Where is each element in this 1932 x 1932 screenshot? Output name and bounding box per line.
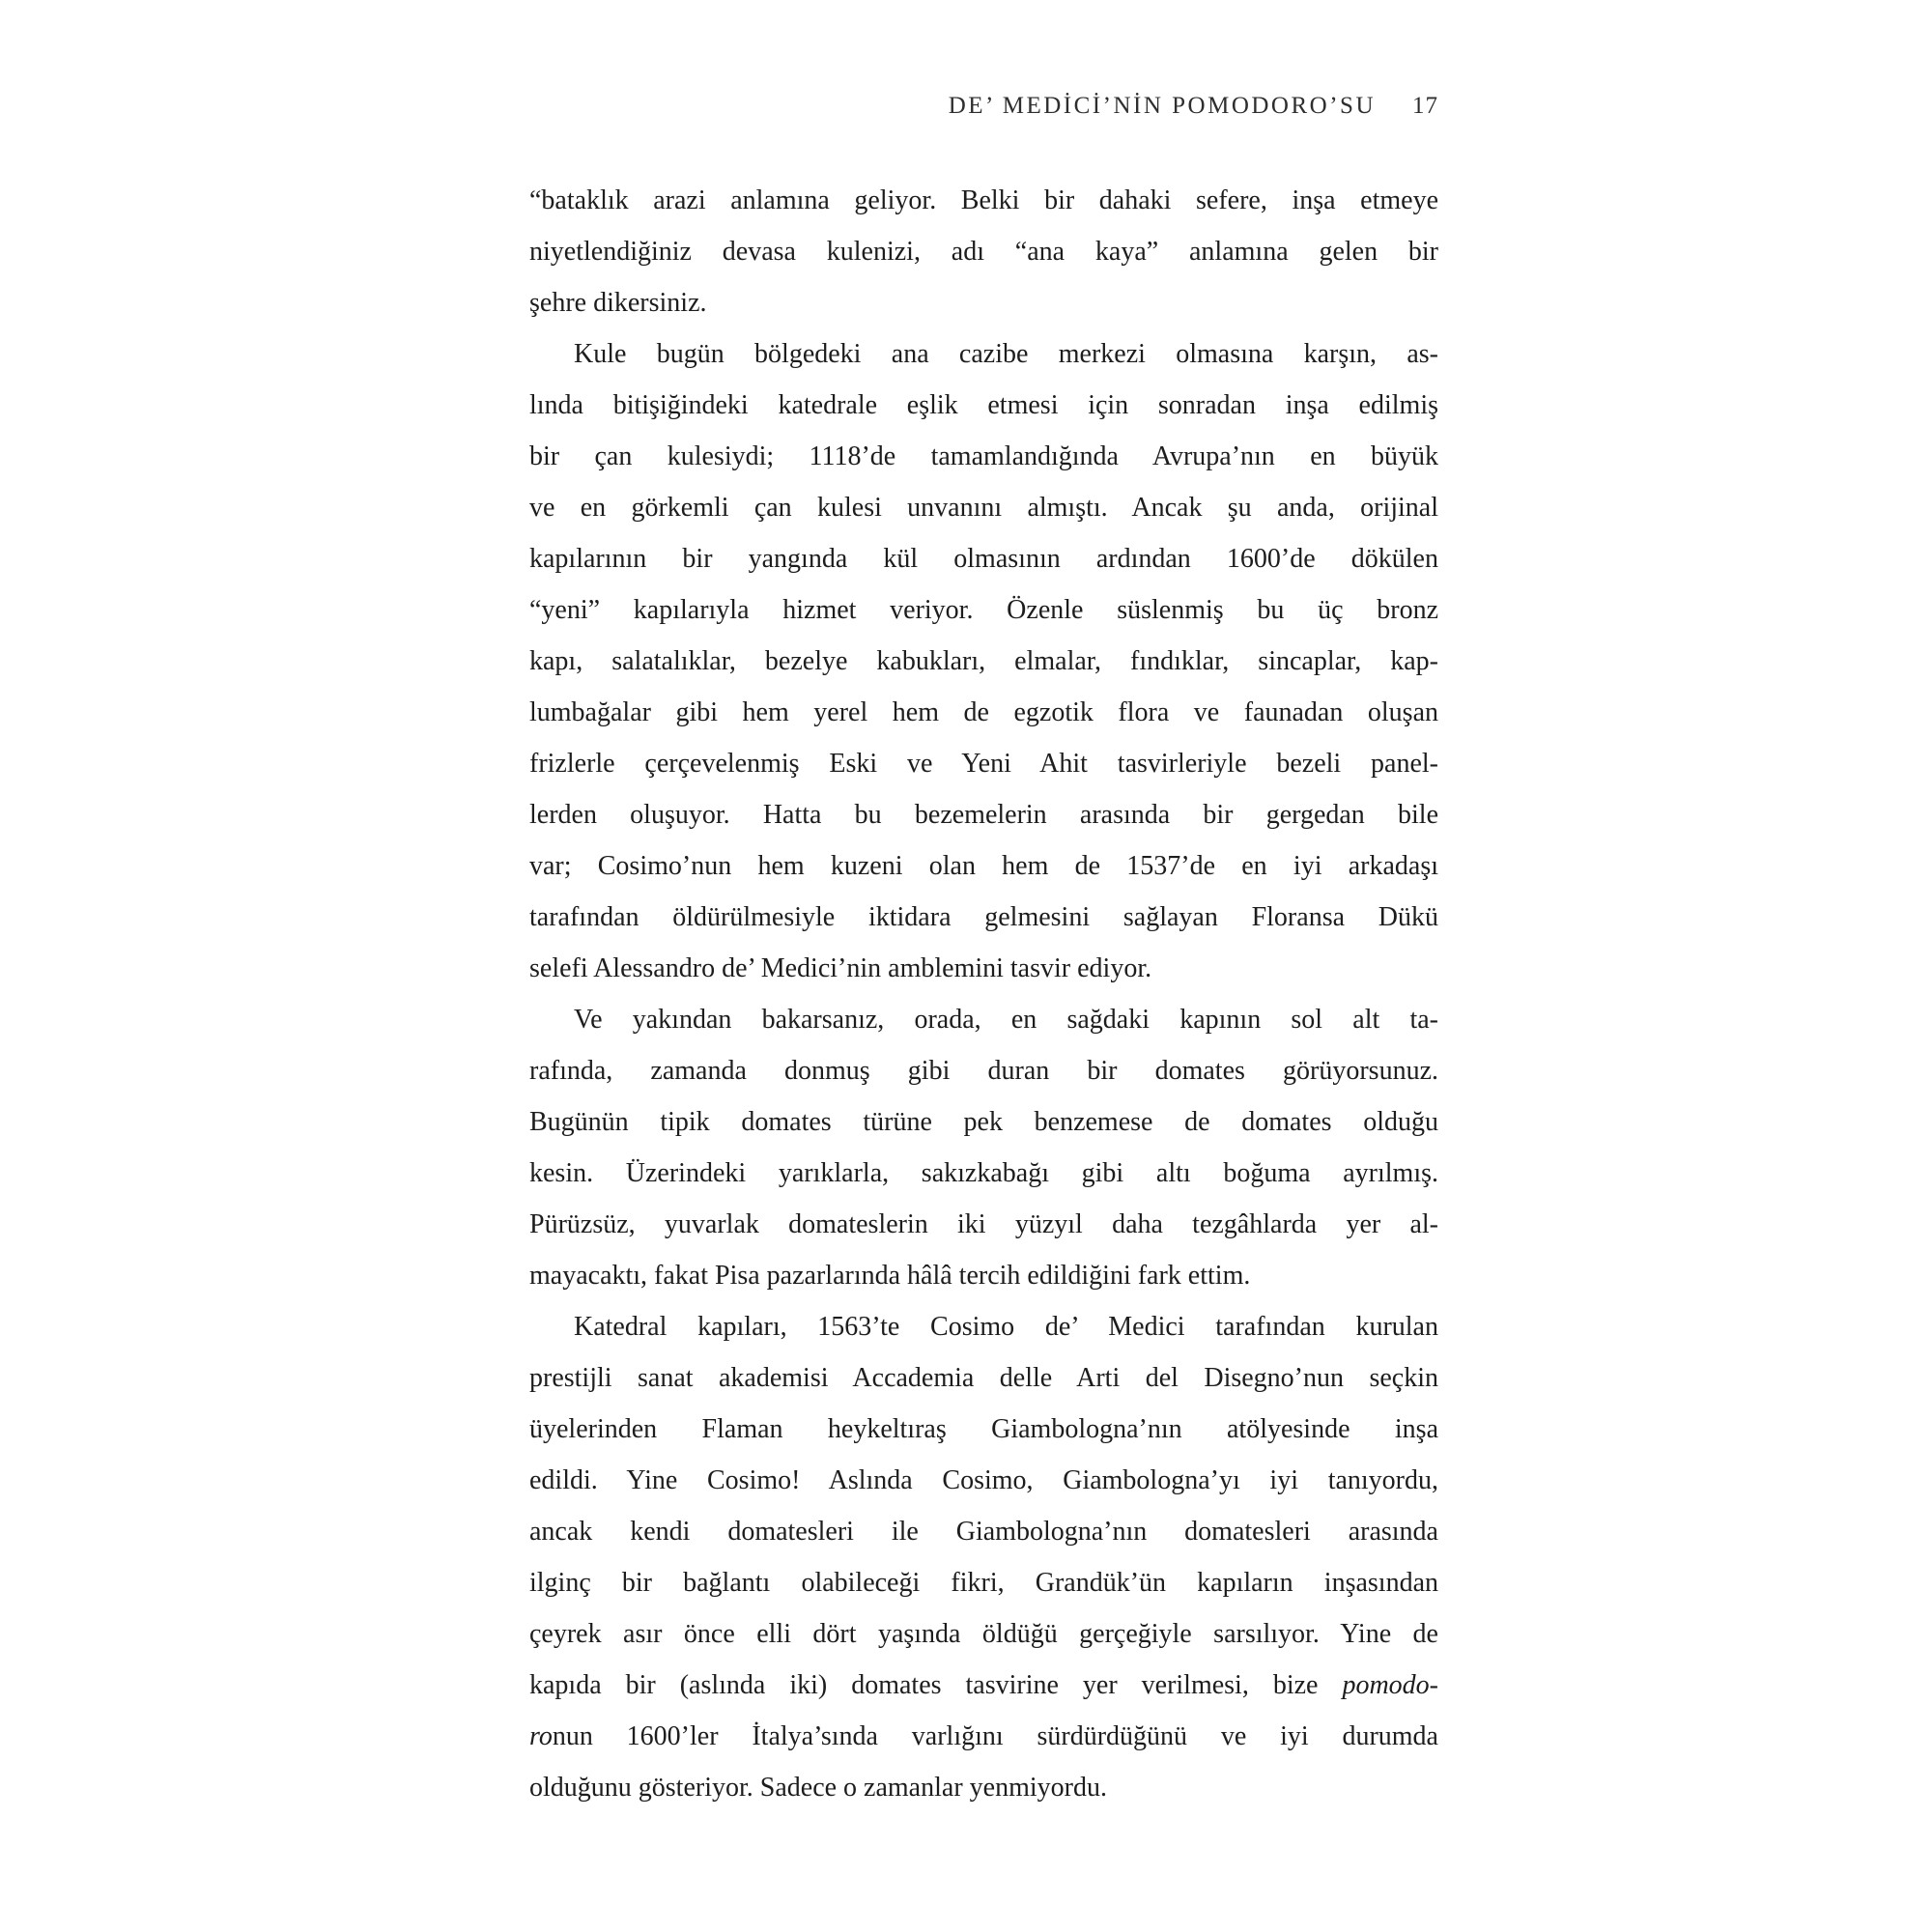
text-line [529,1404,1438,1455]
text-line [529,994,1438,1045]
text-segment: ilginç bir bağlantı olabileceği fikri, Grandük’ün kapıların inşasından [529,1568,1438,1598]
paragraph [529,1301,1438,1813]
paragraph [529,328,1438,994]
text-line [529,636,1438,687]
text-segment: üyelerinden Flaman heykeltıraş Giambologna’nın atölyesinde inşa [529,1414,1438,1444]
text-line [529,533,1438,584]
text-line [529,892,1438,943]
text-segment: kesin. Üzerindeki yarıklarla, sakızkabağı gibi altı boğuma ayrılmış. [529,1158,1438,1188]
text-line [529,1301,1438,1352]
text-line [529,687,1438,738]
text-line [529,1148,1438,1199]
text-line [529,1506,1438,1557]
text-line [529,1045,1438,1096]
page-number: 17 [1412,93,1438,119]
text-segment: bir çan kulesiydi; 1118’de tamamlandığında Avrupa’nın en büyük [529,441,1438,471]
text-segment: var; Cosimo’nun hem kuzeni olan hem de 1537’de en iyi arkadaşı [529,851,1438,881]
text-line [529,1660,1438,1711]
text-line [529,1711,1438,1762]
text-line [529,328,1438,380]
text-line [529,1096,1438,1148]
text-line [529,482,1438,533]
text-segment: lerden oluşuyor. Hatta bu bezemelerin arasında bir gergedan bile [529,800,1438,830]
text-segment: edildi. Yine Cosimo! Aslında Cosimo, Giambologna’yı iyi tanıyordu, [529,1465,1438,1495]
text-segment: Pürüzsüz, yuvarlak domateslerin iki yüzyıl daha tezgâhlarda yer al- [529,1209,1438,1239]
paragraph [529,994,1438,1301]
text-line [529,277,1438,328]
text-line [529,943,1438,994]
text-segment: kapılarının bir yangında kül olmasının ardından 1600’de dökülen [529,544,1438,574]
text-line [529,431,1438,482]
text-segment: prestijli sanat akademisi Accademia delle Arti del Disegno’nun seçkin [529,1363,1438,1393]
running-header-title: DE’ MEDİCİ’NİN POMODORO’SU [948,93,1376,119]
text-segment: Ve yakından bakarsanız, orada, en sağdaki kapının sol alt ta- [574,1005,1438,1035]
text-segment: kapı, salatalıklar, bezelye kabukları, elmalar, fındıklar, sincaplar, kap- [529,646,1438,676]
text-segment: kapıda bir (aslında iki) domates tasvirine yer verilmesi, bize [529,1670,1343,1700]
text-segment: nun 1600’ler İtalya’sında varlığını sürdürdüğünü ve iyi durumda [552,1721,1438,1751]
text-line [529,1352,1438,1404]
text-line [529,1762,1438,1813]
text-segment: çeyrek asır önce elli dört yaşında öldüğü gerçeğiyle sarsılıyor. Yine de [529,1619,1438,1649]
text-line [529,840,1438,892]
italic-text-segment: ro [529,1721,553,1751]
text-segment: Bugünün tipik domates türüne pek benzemese de domates olduğu [529,1107,1438,1137]
page-body-text [529,175,1438,1813]
text-line [529,1455,1438,1506]
text-line [529,380,1438,431]
text-segment: lında bitişiğindeki katedrale eşlik etmesi için sonradan inşa edilmiş [529,390,1438,420]
text-line [529,1199,1438,1250]
text-line [529,789,1438,840]
text-segment: frizlerle çerçevelenmiş Eski ve Yeni Ahit tasvirleriyle bezeli panel- [529,749,1438,779]
text-segment: şehre dikersiniz. [529,288,707,318]
text-segment: selefi Alessandro de’ Medici’nin amblemini tasvir ediyor. [529,953,1152,983]
text-line [529,1250,1438,1301]
text-segment: ve en görkemli çan kulesi unvanını almıştı. Ancak şu anda, orijinal [529,493,1438,523]
text-segment: “bataklık arazi anlamına geliyor. Belki bir dahaki sefere, inşa etmeye [529,185,1438,215]
text-line [529,1557,1438,1608]
text-segment: “yeni” kapılarıyla hizmet veriyor. Özenle süslenmiş bu üç bronz [529,595,1438,625]
running-header [529,93,1438,120]
text-segment: lumbağalar gibi hem yerel hem de egzotik flora ve faunadan oluşan [529,697,1438,727]
text-line [529,226,1438,277]
text-segment: tarafından öldürülmesiyle iktidara gelmesini sağlayan Floransa Dükü [529,902,1438,932]
text-segment: niyetlendiğiniz devasa kulenizi, adı “ana kaya” anlamına gelen bir [529,237,1438,267]
text-segment: Katedral kapıları, 1563’te Cosimo de’ Medici tarafından kurulan [574,1312,1438,1342]
text-segment: mayacaktı, fakat Pisa pazarlarında hâlâ tercih edildiğini fark ettim. [529,1261,1251,1291]
text-line [529,175,1438,226]
text-segment: olduğunu gösteriyor. Sadece o zamanlar yenmiyordu. [529,1773,1107,1803]
text-line [529,1608,1438,1660]
italic-text-segment: pomodo- [1342,1670,1438,1700]
text-line [529,738,1438,789]
text-segment: Kule bugün bölgedeki ana cazibe merkezi olmasına karşın, as- [574,339,1438,369]
text-segment: rafında, zamanda donmuş gibi duran bir domates görüyorsunuz. [529,1056,1438,1086]
text-segment: ancak kendi domatesleri ile Giambologna’nın domatesleri arasında [529,1517,1438,1547]
text-line [529,584,1438,636]
paragraph [529,175,1438,328]
